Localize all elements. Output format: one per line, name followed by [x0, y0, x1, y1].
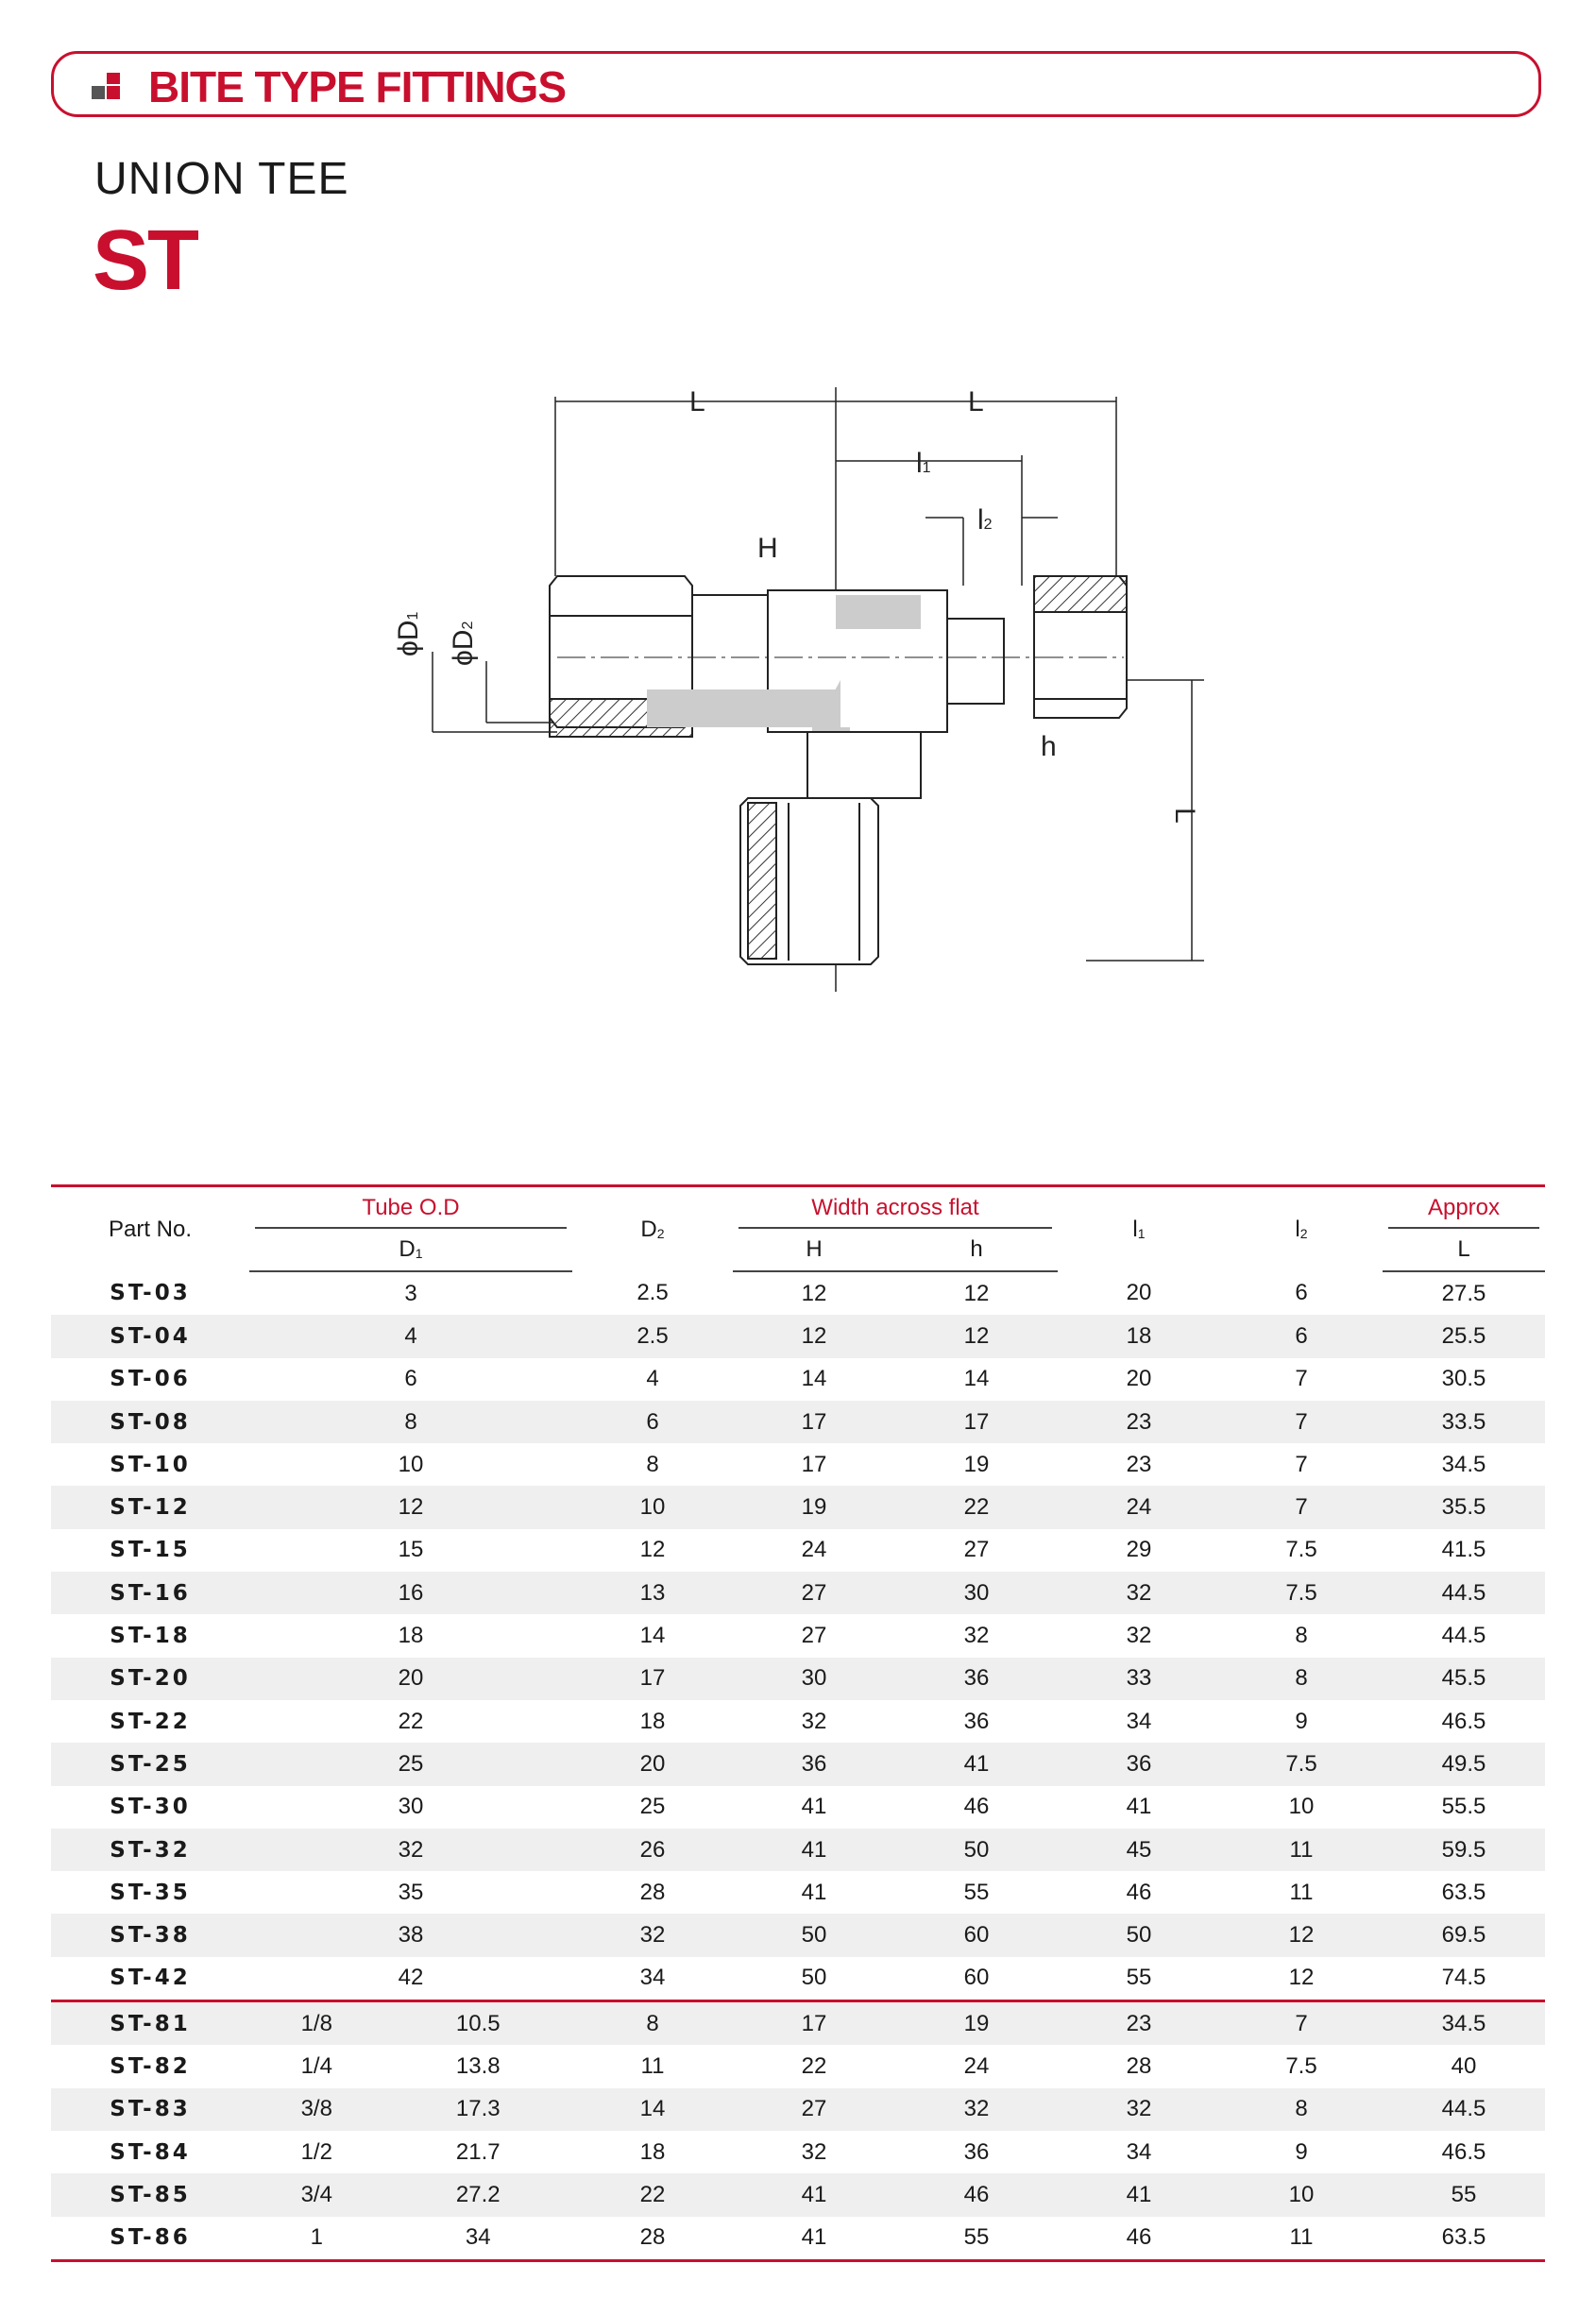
col-l2: $l_2$	[1295, 1216, 1308, 1242]
table-row	[51, 2001, 1545, 2046]
part-no-cell: ST-42	[110, 1966, 191, 1991]
value-cell: 13	[572, 1572, 733, 1614]
value-cell: 14	[801, 1366, 827, 1392]
value-cell: 18	[1058, 1315, 1220, 1357]
banner-title: BITE TYPE FITTINGS	[148, 62, 567, 111]
value-cell: 55.5	[1441, 1794, 1486, 1820]
value-cell: 28	[1126, 2052, 1152, 2079]
value-cell: 44.5	[1383, 2088, 1545, 2131]
table-row	[51, 1486, 1545, 1528]
part-no-cell: ST-16	[51, 1572, 249, 1614]
thread-size-cell: 1	[310, 2224, 323, 2251]
value-cell: 50	[1058, 1914, 1220, 1956]
col-h: h	[895, 1229, 1058, 1271]
table-row	[51, 1358, 1545, 1401]
value-cell: 18	[639, 2138, 666, 2165]
thread-size-cell: 3/4	[249, 2173, 384, 2216]
value-cell: 11	[1289, 1879, 1314, 1905]
value-cell: 2.5	[572, 1315, 733, 1357]
value-cell: 23	[1058, 2001, 1220, 2046]
value-cell: 46.5	[1441, 2138, 1486, 2165]
table-row	[51, 1786, 1545, 1829]
d1-cell: 10	[398, 1451, 424, 1477]
value-cell: 14	[639, 1623, 666, 1649]
col-part-no: Part No.	[108, 1216, 193, 1242]
value-cell: 7.5	[1220, 1572, 1383, 1614]
value-cell: 46	[963, 1794, 990, 1820]
dim-H: H	[757, 533, 778, 564]
value-cell: 41	[733, 1829, 895, 1871]
value-cell: 50	[733, 1914, 895, 1956]
d1-cell: 38	[249, 1914, 572, 1956]
value-cell: 60	[895, 1914, 1058, 1956]
value-cell: 25	[639, 1794, 666, 1820]
value-cell: 34.5	[1383, 2001, 1545, 2046]
value-cell: 12	[963, 1280, 990, 1306]
union-tee-drawing	[393, 378, 1228, 992]
value-cell: 30.5	[1441, 1366, 1486, 1392]
table-row	[51, 1614, 1545, 1657]
value-cell: 60	[963, 1965, 990, 1991]
dim-h: h	[1041, 731, 1057, 762]
dim-L-top-right: L	[968, 386, 984, 417]
part-no-cell: ST-30	[110, 1795, 191, 1820]
dim-l2: l2	[977, 504, 993, 536]
value-cell: 26	[572, 1829, 733, 1871]
value-cell: 4	[646, 1366, 659, 1392]
value-cell: 55	[963, 2224, 990, 2251]
value-cell: 22	[801, 2052, 827, 2079]
value-cell: 32	[1058, 2088, 1220, 2131]
value-cell: 8	[1295, 1623, 1308, 1649]
table-row	[51, 2045, 1545, 2087]
table-row	[51, 2131, 1545, 2173]
d1-cell: 22	[398, 1708, 424, 1734]
d1-cell: 32	[249, 1829, 572, 1871]
value-cell: 49.5	[1383, 1743, 1545, 1785]
table-row	[51, 1957, 1545, 2001]
value-cell: 12	[639, 1537, 666, 1563]
value-cell: 55	[963, 1879, 990, 1905]
value-cell: 40	[1451, 2052, 1477, 2079]
value-cell: 8	[646, 1451, 659, 1477]
table-row	[51, 2217, 1545, 2261]
product-name: UNION TEE	[94, 154, 349, 204]
value-cell: 11	[1289, 2224, 1314, 2251]
value-cell: 19	[963, 1451, 990, 1477]
part-no-cell: ST-86	[110, 2225, 191, 2251]
value-cell: 33	[1058, 1658, 1220, 1700]
col-H: H	[733, 1229, 895, 1271]
col-l1: $l_1$	[1132, 1216, 1146, 1242]
value-cell: 32	[572, 1914, 733, 1956]
value-cell: 41	[733, 2173, 895, 2216]
part-no-cell: ST-18	[110, 1624, 191, 1649]
part-no-cell: ST-22	[110, 1709, 191, 1734]
value-cell: 69.5	[1383, 1914, 1545, 1956]
value-cell: 17	[801, 1451, 827, 1477]
d1-cell: 8	[249, 1401, 572, 1443]
value-cell: 41	[801, 1879, 827, 1905]
value-cell: 23	[1058, 1401, 1220, 1443]
value-cell: 46	[1126, 2224, 1152, 2251]
d1-cell: 6	[404, 1366, 417, 1392]
part-no-cell: ST-10	[110, 1452, 191, 1477]
table-row	[51, 1829, 1545, 1871]
d1-cell: 35	[398, 1879, 424, 1905]
value-cell: 50	[801, 1965, 827, 1991]
value-cell: 12	[733, 1315, 895, 1357]
value-cell: 14	[572, 2088, 733, 2131]
value-cell: 7	[1295, 1451, 1308, 1477]
value-cell: 7.5	[1285, 2052, 1317, 2079]
value-cell: 8	[572, 2001, 733, 2046]
value-cell: 8	[1220, 1658, 1383, 1700]
squares-logo-icon	[92, 73, 124, 101]
d1-cell: 15	[398, 1537, 424, 1563]
d1-cell: 20	[249, 1658, 572, 1700]
part-no-cell: ST-85	[51, 2173, 249, 2216]
value-cell: 41	[1058, 2173, 1220, 2216]
thread-size-cell: 1/2	[300, 2138, 332, 2165]
col-tube-od: Tube O.D	[249, 1186, 572, 1230]
value-cell: 55	[1383, 2173, 1545, 2216]
part-no-cell: ST-84	[110, 2139, 191, 2165]
value-cell: 24	[963, 2052, 990, 2079]
value-cell: 10	[1220, 2173, 1383, 2216]
value-cell: 22	[572, 2173, 733, 2216]
part-no-cell: ST-04	[51, 1315, 249, 1357]
table-row	[51, 1529, 1545, 1572]
value-cell: 20	[572, 1743, 733, 1785]
part-no-cell: ST-38	[51, 1914, 249, 1956]
value-cell: 19	[895, 2001, 1058, 2046]
dim-D2: ϕD2	[448, 621, 479, 666]
value-cell: 45	[1058, 1829, 1220, 1871]
table-row	[51, 1700, 1545, 1743]
part-no-cell: ST-25	[51, 1743, 249, 1785]
d1-cell: 4	[249, 1315, 572, 1357]
col-approx: Approx	[1383, 1186, 1545, 1230]
value-cell: 7	[1220, 1401, 1383, 1443]
part-no-cell: ST-82	[110, 2053, 191, 2079]
thread-od-cell: 27.2	[384, 2173, 573, 2216]
value-cell: 7.5	[1285, 1537, 1317, 1563]
value-cell: 27	[733, 2088, 895, 2131]
d1-cell: 30	[398, 1794, 424, 1820]
value-cell: 74.5	[1441, 1965, 1486, 1991]
value-cell: 29	[1126, 1537, 1152, 1563]
col-d1: $D_1$	[249, 1229, 572, 1271]
col-d2: $D_2$	[640, 1216, 665, 1242]
table-row	[51, 1658, 1545, 1700]
value-cell: 35.5	[1383, 1486, 1545, 1528]
value-cell: 41.5	[1441, 1537, 1486, 1563]
value-cell: 24	[1058, 1486, 1220, 1528]
part-no-cell: ST-08	[51, 1401, 249, 1443]
value-cell: 7.5	[1220, 1743, 1383, 1785]
value-cell: 17	[895, 1401, 1058, 1443]
value-cell: 17	[733, 2001, 895, 2046]
table-row	[51, 2173, 1545, 2216]
table-row	[51, 1401, 1545, 1443]
value-cell: 12	[1288, 1965, 1315, 1991]
col-width-across-flat: Width across flat	[733, 1186, 1058, 1230]
section-banner	[51, 51, 1541, 117]
value-cell: 30	[733, 1658, 895, 1700]
table-row	[51, 1572, 1545, 1614]
value-cell: 32	[1058, 1572, 1220, 1614]
value-cell: 11	[640, 2052, 665, 2079]
value-cell: 12	[801, 1280, 827, 1306]
dim-l1: l1	[916, 448, 931, 479]
value-cell: 20	[1126, 1280, 1152, 1306]
value-cell: 32	[895, 2088, 1058, 2131]
value-cell: 36	[963, 1708, 990, 1734]
value-cell: 36	[1058, 1743, 1220, 1785]
part-no-cell: ST-32	[51, 1829, 249, 1871]
dim-D1: ϕD1	[393, 611, 424, 656]
value-cell: 63.5	[1441, 2224, 1486, 2251]
value-cell: 12	[1220, 1914, 1383, 1956]
d1-cell: 3	[404, 1280, 417, 1306]
thread-od-cell: 10.5	[384, 2001, 573, 2046]
value-cell: 28	[639, 1879, 666, 1905]
value-cell: 6	[1220, 1315, 1383, 1357]
value-cell: 32	[801, 2138, 827, 2165]
table-row	[51, 1315, 1545, 1357]
part-no-cell: ST-15	[110, 1538, 191, 1563]
value-cell: 17	[733, 1401, 895, 1443]
value-cell: 34	[639, 1965, 666, 1991]
value-cell: 27	[963, 1537, 990, 1563]
value-cell: 36	[733, 1743, 895, 1785]
value-cell: 46	[895, 2173, 1058, 2216]
value-cell: 41	[1126, 1794, 1152, 1820]
value-cell: 6	[1295, 1280, 1308, 1306]
value-cell: 23	[1126, 1451, 1152, 1477]
value-cell: 2.5	[637, 1280, 669, 1306]
part-no-cell: ST-12	[51, 1486, 249, 1528]
value-cell: 41	[801, 2224, 827, 2251]
value-cell: 33.5	[1383, 1401, 1545, 1443]
value-cell: 41	[895, 1743, 1058, 1785]
part-no-cell: ST-06	[110, 1367, 191, 1392]
table-row	[51, 1871, 1545, 1914]
value-cell: 10	[572, 1486, 733, 1528]
d1-cell: 18	[398, 1623, 424, 1649]
value-cell: 28	[639, 2224, 666, 2251]
thread-size-cell: 1/4	[300, 2052, 332, 2079]
value-cell: 44.5	[1441, 1623, 1486, 1649]
value-cell: 46.5	[1441, 1708, 1486, 1734]
value-cell: 34	[1126, 1708, 1152, 1734]
value-cell: 32	[1126, 1623, 1152, 1649]
value-cell: 7	[1295, 1366, 1308, 1392]
value-cell: 46	[1126, 1879, 1152, 1905]
d1-cell: 42	[398, 1965, 424, 1991]
value-cell: 44.5	[1383, 1572, 1545, 1614]
value-cell: 19	[733, 1486, 895, 1528]
value-cell: 11	[1220, 1829, 1383, 1871]
value-cell: 14	[963, 1366, 990, 1392]
table-row	[51, 1914, 1545, 1956]
value-cell: 10	[1288, 1794, 1315, 1820]
dim-L-right: L	[1169, 808, 1200, 824]
value-cell: 6	[572, 1401, 733, 1443]
value-cell: 27	[733, 1572, 895, 1614]
value-cell: 41	[801, 1794, 827, 1820]
value-cell: 7	[1220, 2001, 1383, 2046]
value-cell: 34.5	[1441, 1451, 1486, 1477]
value-cell: 59.5	[1383, 1829, 1545, 1871]
part-no-cell: ST-03	[110, 1281, 191, 1306]
d1-cell: 25	[249, 1743, 572, 1785]
value-cell: 32	[963, 1623, 990, 1649]
value-cell: 63.5	[1441, 1879, 1486, 1905]
thread-od-cell: 17.3	[384, 2088, 573, 2131]
thread-size-cell: 3/8	[249, 2088, 384, 2131]
thread-od-cell: 21.7	[455, 2138, 501, 2165]
value-cell: 24	[801, 1537, 827, 1563]
value-cell: 34	[1126, 2138, 1152, 2165]
part-no-cell: ST-35	[110, 1880, 191, 1905]
part-no-cell: ST-83	[51, 2088, 249, 2131]
value-cell: 45.5	[1383, 1658, 1545, 1700]
dimension-table	[51, 1184, 1545, 2262]
value-cell: 32	[801, 1708, 827, 1734]
value-cell: 17	[572, 1658, 733, 1700]
value-cell: 27	[801, 1623, 827, 1649]
table-row	[51, 1443, 1545, 1486]
thread-size-cell: 1/8	[249, 2001, 384, 2046]
value-cell: 55	[1126, 1965, 1152, 1991]
value-cell: 36	[963, 2138, 990, 2165]
value-cell: 9	[1295, 2138, 1308, 2165]
thread-od-cell: 34	[465, 2224, 491, 2251]
thread-od-cell: 13.8	[455, 2052, 501, 2079]
value-cell: 36	[895, 1658, 1058, 1700]
value-cell: 18	[639, 1708, 666, 1734]
table-row	[51, 1743, 1545, 1785]
product-code: ST	[93, 213, 198, 308]
value-cell: 20	[1126, 1366, 1152, 1392]
value-cell: 9	[1295, 1708, 1308, 1734]
d1-cell: 16	[249, 1572, 572, 1614]
value-cell: 50	[895, 1829, 1058, 1871]
value-cell: 25.5	[1383, 1315, 1545, 1357]
d1-cell: 12	[249, 1486, 572, 1528]
part-no-cell: ST-20	[51, 1658, 249, 1700]
value-cell: 7	[1220, 1486, 1383, 1528]
value-cell: 27.5	[1441, 1280, 1486, 1306]
col-L: L	[1383, 1229, 1545, 1271]
value-cell: 8	[1220, 2088, 1383, 2131]
part-no-cell: ST-81	[51, 2001, 249, 2046]
table-row	[51, 1271, 1545, 1315]
table-row	[51, 2088, 1545, 2131]
dim-L-top-left: L	[689, 386, 705, 417]
value-cell: 30	[895, 1572, 1058, 1614]
value-cell: 22	[895, 1486, 1058, 1528]
value-cell: 12	[895, 1315, 1058, 1357]
